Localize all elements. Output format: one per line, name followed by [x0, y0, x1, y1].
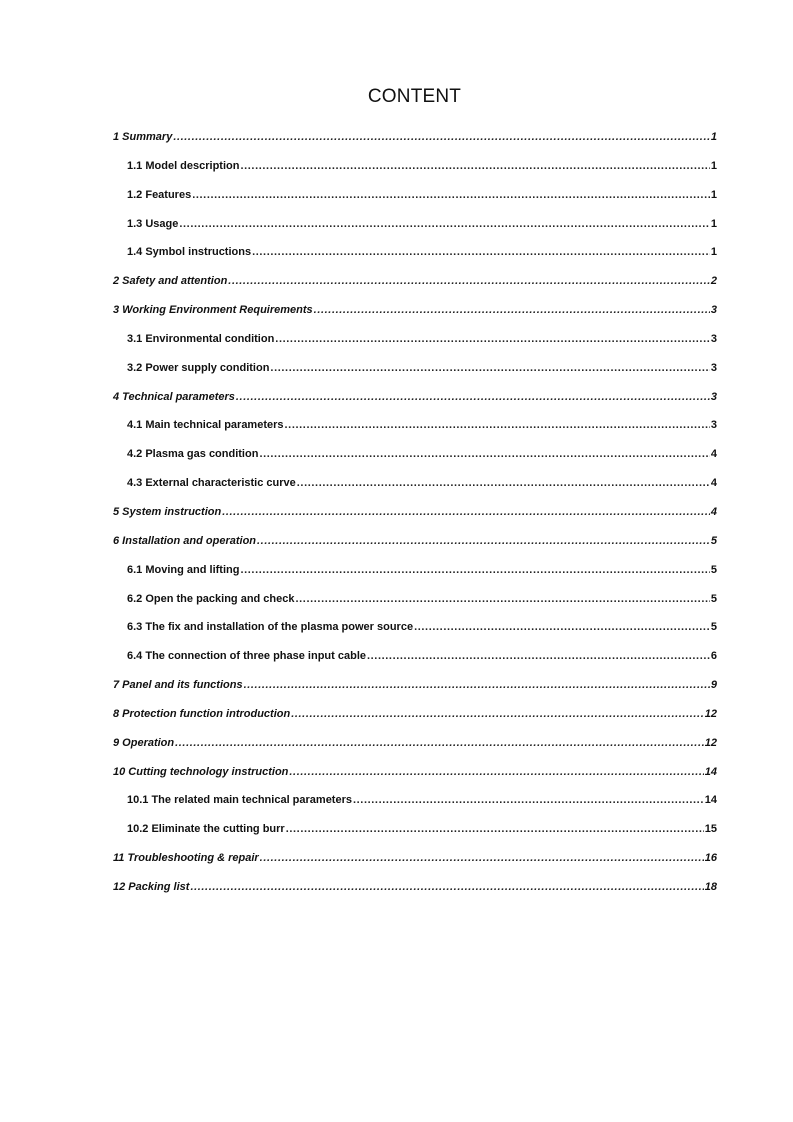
- toc-page-number: 12: [704, 707, 717, 720]
- toc-entry-label: 6.1 Moving and lifting: [127, 563, 240, 576]
- toc-page-number: 5: [710, 621, 717, 634]
- toc-dot-leader: [190, 878, 703, 896]
- toc-dot-leader: [228, 272, 710, 290]
- toc-section-entry[interactable]: [113, 763, 717, 792]
- toc-entry-label: 6.2 Open the packing and check: [127, 592, 295, 605]
- toc-subsection-entry[interactable]: [113, 243, 717, 272]
- toc-dot-leader: [236, 388, 710, 406]
- toc-subsection-entry[interactable]: [113, 647, 717, 676]
- toc-subsection-entry[interactable]: [113, 618, 717, 647]
- toc-entry-label: 3.1 Environmental condition: [127, 332, 275, 345]
- toc-entry-label: 1.4 Symbol instructions: [127, 246, 252, 259]
- toc-entry-label: 6 Installation and operation: [113, 534, 257, 547]
- toc-dot-leader: [414, 618, 710, 636]
- toc-dot-leader: [270, 359, 709, 377]
- toc-page-number: 3: [710, 332, 717, 345]
- toc-entry-label: 10 Cutting technology instruction: [113, 765, 289, 778]
- toc-page-number: 3: [710, 390, 717, 403]
- toc-dot-leader: [285, 416, 710, 434]
- toc-section-entry[interactable]: [113, 849, 717, 878]
- toc-section-entry[interactable]: [113, 532, 717, 561]
- toc-page-number: 1: [710, 188, 717, 201]
- toc-dot-leader: [244, 676, 710, 694]
- toc-page-number: 6: [710, 650, 717, 663]
- toc-dot-leader: [222, 503, 710, 521]
- toc-entry-label: 4.2 Plasma gas condition: [127, 448, 259, 461]
- toc-entry-label: 4.3 External characteristic curve: [127, 477, 296, 490]
- toc-section-entry[interactable]: [113, 301, 717, 330]
- toc-dot-leader: [260, 849, 704, 867]
- toc-page-number: 9: [710, 679, 717, 692]
- toc-entry-label: 6.3 The fix and installation of the plasma power source: [127, 621, 414, 634]
- toc-page-number: 1: [710, 131, 717, 143]
- toc-subsection-entry[interactable]: [113, 445, 717, 474]
- toc-entry-label: 1.1 Model description: [127, 159, 240, 172]
- toc-entry-label: 9 Operation: [113, 736, 175, 749]
- toc-dot-leader: [291, 705, 704, 723]
- toc-section-entry[interactable]: [113, 388, 717, 417]
- toc-page-number: 14: [704, 794, 717, 807]
- toc-entry-label: 2 Safety and attention: [113, 275, 228, 288]
- toc-page-number: 4: [710, 505, 717, 518]
- toc-subsection-entry[interactable]: [113, 416, 717, 445]
- toc-page-number: 5: [710, 592, 717, 605]
- toc-page-number: 1: [710, 159, 717, 172]
- toc-section-entry[interactable]: [113, 272, 717, 301]
- toc-page-number: 14: [704, 765, 717, 778]
- toc-subsection-entry[interactable]: [113, 590, 717, 619]
- toc-dot-leader: [259, 445, 709, 463]
- toc-page-number: 2: [710, 275, 717, 288]
- toc-dot-leader: [367, 647, 710, 665]
- toc-dot-leader: [173, 128, 710, 146]
- table-of-contents: [113, 128, 717, 907]
- toc-dot-leader: [275, 330, 710, 348]
- toc-entry-label: 4 Technical parameters: [113, 390, 235, 403]
- toc-dot-leader: [240, 561, 709, 579]
- toc-page-number: 4: [710, 448, 717, 461]
- toc-page-number: 3: [710, 304, 717, 317]
- toc-dot-leader: [297, 474, 710, 492]
- toc-section-entry[interactable]: [113, 503, 717, 532]
- toc-entry-label: 10.2 Eliminate the cutting burr: [127, 823, 285, 836]
- toc-entry-label: 5 System instruction: [113, 505, 222, 518]
- toc-dot-leader: [353, 791, 704, 809]
- toc-entry-label: 1.3 Usage: [127, 217, 179, 230]
- toc-page-number: 5: [710, 534, 717, 547]
- toc-page-number: 1: [710, 217, 717, 230]
- page-title: CONTENT: [367, 86, 462, 107]
- toc-dot-leader: [257, 532, 710, 550]
- toc-dot-leader: [240, 157, 709, 175]
- toc-subsection-entry[interactable]: [113, 561, 717, 590]
- toc-dot-leader: [175, 734, 704, 752]
- toc-subsection-entry[interactable]: [113, 791, 717, 820]
- toc-section-entry[interactable]: [113, 128, 717, 157]
- toc-entry-label: 4.1 Main technical parameters: [127, 419, 284, 432]
- toc-section-entry[interactable]: [113, 676, 717, 705]
- toc-dot-leader: [179, 215, 710, 233]
- toc-page-number: 16: [704, 852, 717, 865]
- toc-entry-label: 12 Packing list: [113, 880, 190, 893]
- toc-page-number: 15: [704, 823, 717, 836]
- toc-page-number: 18: [704, 880, 717, 893]
- toc-entry-label: 11 Troubleshooting & repair: [113, 852, 259, 865]
- toc-entry-label: 8 Protection function introduction: [113, 707, 291, 720]
- toc-entry-label: 7 Panel and its functions: [113, 679, 243, 692]
- toc-subsection-entry[interactable]: [113, 359, 717, 388]
- toc-section-entry[interactable]: [113, 705, 717, 734]
- toc-page-number: 4: [710, 477, 717, 490]
- toc-entry-label: 1 Summary: [113, 131, 173, 143]
- toc-dot-leader: [314, 301, 710, 319]
- toc-subsection-entry[interactable]: [113, 330, 717, 359]
- toc-entry-label: 3.2 Power supply condition: [127, 361, 270, 374]
- toc-section-entry[interactable]: [113, 734, 717, 763]
- toc-page-number: 5: [710, 563, 717, 576]
- toc-dot-leader: [252, 243, 710, 261]
- toc-dot-leader: [192, 186, 710, 204]
- toc-page-number: 3: [710, 361, 717, 374]
- toc-page-number: 3: [710, 419, 717, 432]
- toc-subsection-entry[interactable]: [113, 820, 717, 849]
- toc-page-number: 12: [704, 736, 717, 749]
- toc-subsection-entry[interactable]: [113, 186, 717, 215]
- toc-subsection-entry[interactable]: [113, 215, 717, 244]
- toc-entry-label: 10.1 The related main technical parameters: [127, 794, 352, 807]
- toc-dot-leader: [286, 820, 704, 838]
- toc-dot-leader: [296, 590, 710, 608]
- toc-subsection-entry[interactable]: [113, 474, 717, 503]
- toc-entry-label: 3 Working Environment Requirements: [113, 304, 313, 317]
- toc-page-number: 1: [710, 246, 717, 259]
- toc-entry-label: 1.2 Features: [127, 188, 192, 201]
- toc-dot-leader: [289, 763, 703, 781]
- toc-section-entry[interactable]: [113, 878, 717, 907]
- toc-entry-label: 6.4 The connection of three phase input cable: [127, 650, 366, 663]
- toc-subsection-entry[interactable]: [113, 157, 717, 186]
